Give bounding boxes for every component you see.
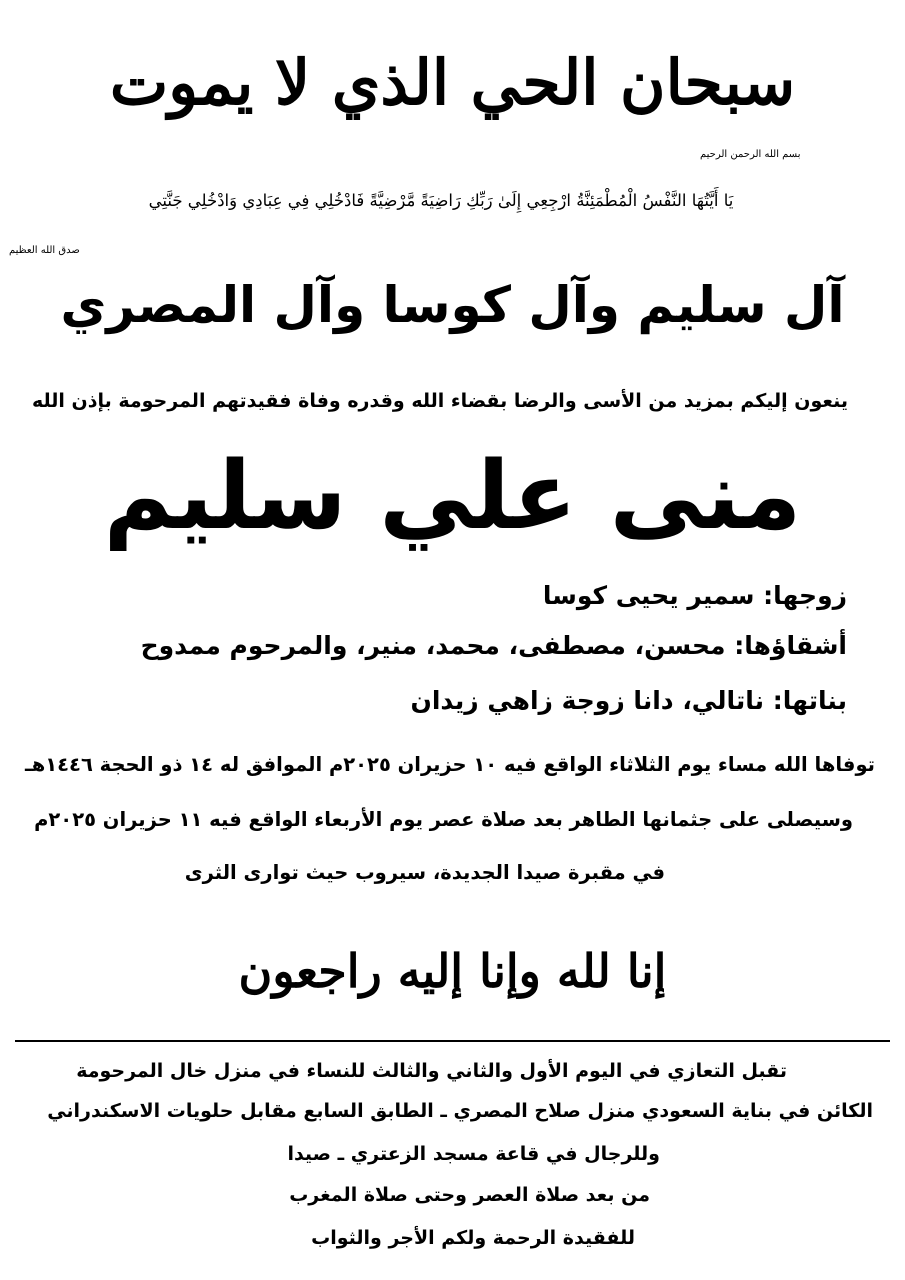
top-calligraphy: سبحان الحي الذي لا يموت xyxy=(109,46,796,119)
condolence-line-4: من بعد صلاة العصر وحتى صلاة المغرب xyxy=(289,1184,650,1206)
daughters-line: بناتها: ناتالي، دانا زوجة زاهي زيدان xyxy=(410,686,847,715)
burial-line: في مقبرة صيدا الجديدة، سيروب حيث توارى الثرى xyxy=(184,861,665,884)
announcement-line: ينعون إليكم بمزيد من الأسى والرضا بقضاء الله وقدره وفاة فقيدتهم المرحومة بإذن الله xyxy=(31,390,849,412)
death-date-line: توفاها الله مساء يوم الثلاثاء الواقع فيه ١٠ حزيران ٢٠٢٥م الموافق له ١٤ ذو الحجة ١٤٤٦هـ xyxy=(25,753,875,776)
condolence-line-2: الكائن في بناية السعودي منزل صلاح المصري ـ الطابق السابع مقابل حلويات الاسكندراني xyxy=(47,1100,873,1122)
husband-line: زوجها: سمير يحيى كوسا xyxy=(542,581,847,610)
basmala-text: بسم الله الرحمن الرحيم xyxy=(700,149,801,160)
siblings-line: أشقاؤها: محسن، مصطفى، محمد، منير، والمرحوم ممدوح xyxy=(140,631,847,660)
families-heading: آل سليم وآل كوسا وآل المصري xyxy=(60,276,845,334)
quran-verse: يَا أَيَّتُهَا النَّفْسُ الْمُطْمَئِنَّةُ ارْجِعِي إِلَىٰ رَبِّكِ رَاضِيَةً مَّرْضِيَّةً فَادْخُلِي فِي عِبَادِي وَادْخُلِي جَنَّتِي xyxy=(148,191,734,210)
sadaq-text: صدق الله العظيم xyxy=(9,245,80,256)
prayer-line: وسيصلى على جثمانها الطاهر بعد صلاة عصر يوم الأربعاء الواقع فيه ١١ حزيران ٢٠٢٥م xyxy=(34,808,853,831)
condolence-line-1: تقبل التعازي في اليوم الأول والثاني والثالث للنساء في منزل خال المرحومة xyxy=(76,1060,787,1082)
condolence-line-3: وللرجال في قاعة مسجد الزعتري ـ صيدا xyxy=(287,1143,660,1165)
deceased-name: منى علي سليم xyxy=(103,442,802,551)
condolence-line-5: للفقيدة الرحمة ولكم الأجر والثواب xyxy=(311,1227,635,1249)
divider-line xyxy=(15,1040,890,1042)
bottom-calligraphy: إنا لله وإنا إليه راجعون xyxy=(238,944,667,998)
